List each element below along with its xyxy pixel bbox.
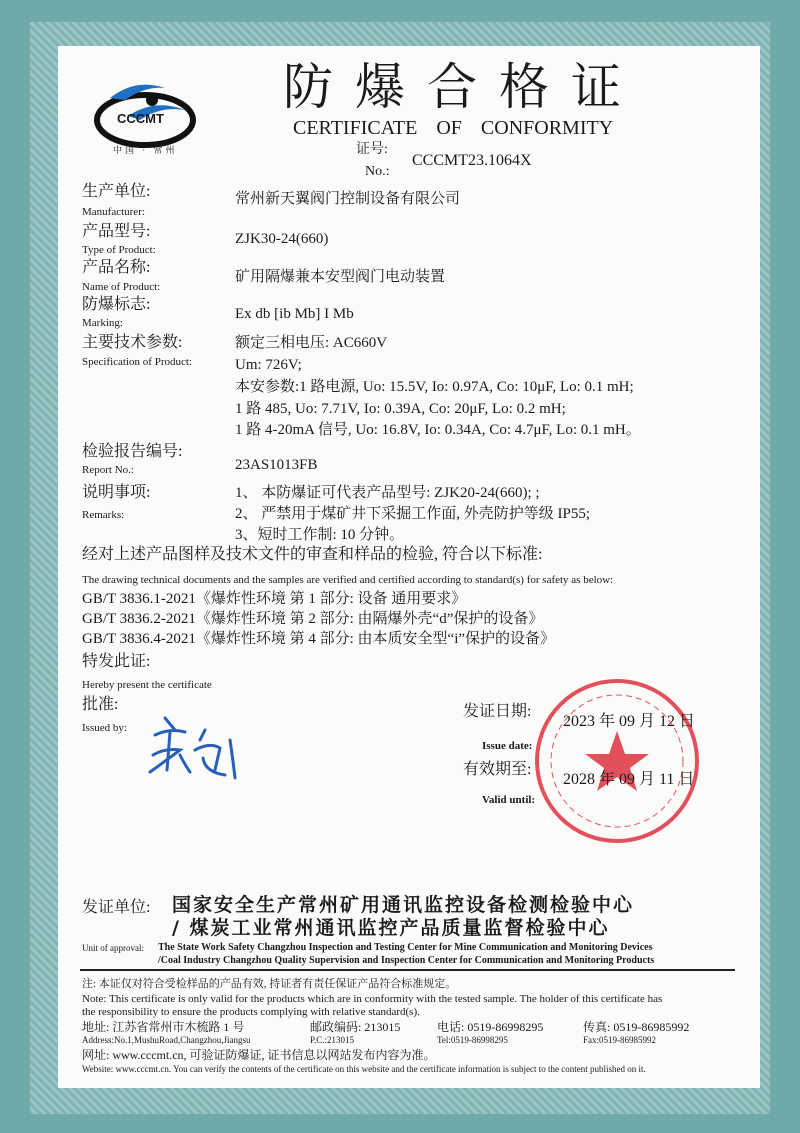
spec-line: 1 路 4-20mA 信号, Uo: 16.8V, Io: 0.34A, Co: 4.7μF, Lo: 0.1 mH。 [235, 422, 641, 438]
fax-en: Fax:0519-86985992 [583, 1035, 656, 1045]
hereby-zh: 特发此证: [82, 653, 151, 670]
remark-line: 2、 严禁用于煤矿井下采掘工作面, 外壳防护等级 IP55; [235, 506, 591, 522]
valid-until-label-en: Valid until: [482, 794, 536, 806]
product-type-value: ZJK30-24(660) [235, 231, 329, 247]
remark-line: 3、短时工作制: 10 分钟。 [235, 527, 405, 543]
marking-label: 防爆标志: [82, 296, 151, 313]
spec-label-en: Specification of Product: [82, 356, 192, 368]
note-en-1: Note: This certificate is only valid for the products which are in conformity with the tested sample. The holder of this certificate has [82, 993, 663, 1005]
valid-until-value: 2028 年 09 月 11 日 [563, 771, 695, 788]
tel-en: Tel:0519-86998295 [437, 1035, 508, 1045]
note-zh: 注: 本证仅对符合受检样品的产品有效, 持证者有责任保证产品符合标准规定。 [82, 978, 457, 990]
spec-line: 1 路 485, Uo: 7.71V, Io: 0.39A, Co: 20μF, Lo: 0.2 mH; [235, 401, 566, 417]
spec-line: 本安参数:1 路电源, Uo: 15.5V, Io: 0.97A, Co: 10μF, Lo: 0.1 mH; [235, 379, 634, 395]
report-label-en: Report No.: [82, 464, 134, 476]
issuer-name-en-1: The State Work Safety Changzhou Inspection and Testing Center for Mine Communication and Monitoring Devices [158, 942, 653, 953]
report-value: 23AS1013FB [235, 457, 318, 473]
valid-until-label: 有效期至: [463, 761, 532, 778]
website-en: Website: www.cccmt.cn. You can verify the contents of the certificate on this website and the certificate information is subject to the content published on it. [82, 1064, 646, 1074]
manufacturer-label-en: Manufacturer: [82, 206, 145, 218]
issuer-label-en: Unit of approval: [82, 943, 144, 953]
number-label-zh: 证号: [356, 142, 388, 157]
product-type-label-en: Type of Product: [82, 244, 156, 256]
issuer-name-zh-1: 国家安全生产常州矿用通讯监控设备检测检验中心 [172, 894, 635, 916]
product-name-value: 矿用隔爆兼本安型阀门电动装置 [235, 269, 446, 285]
statement-zh: 经对上述产品图样及技术文件的审查和样品的检验, 符合以下标准: [82, 546, 543, 563]
issue-date-label-en: Issue date: [482, 740, 533, 752]
approve-en: Issued by: [82, 722, 127, 734]
certificate-number: CCCMT23.1064X [412, 152, 532, 169]
note-en-2: the responsibility to ensure the products complying with relative standard(s). [82, 1006, 420, 1018]
hereby-en: Hereby present the certificate [82, 679, 212, 691]
spec-line: 额定三相电压: AC660V [235, 335, 388, 351]
marking-label-en: Marking: [82, 317, 123, 329]
fax-zh: 传真: 0519-86985992 [583, 1020, 690, 1034]
issue-date-value: 2023 年 09 月 12 日 [563, 713, 696, 730]
address-en: Address:No.1,MushuRoad,Changzhou,Jiangsu [82, 1035, 251, 1045]
issuer-name-zh-2: / 煤炭工业常州通讯监控产品质量监督检验中心 [172, 917, 610, 939]
marking-value: Ex db [ib Mb] I Mb [235, 306, 354, 322]
product-name-label-en: Name of Product: [82, 281, 161, 293]
postcode-zh: 邮政编码: 213015 [310, 1020, 401, 1034]
report-label: 检验报告编号: [82, 443, 183, 460]
postcode-en: P.C.:213015 [310, 1035, 355, 1045]
remark-line: 1、 本防爆证可代表产品型号: ZJK20-24(660); ; [235, 485, 540, 501]
product-name-label: 产品名称: [82, 259, 151, 276]
standard-line: GB/T 3836.2-2021《爆炸性环境 第 2 部分: 由隔爆外壳“d”保护的设备》 [82, 611, 544, 627]
remarks-label: 说明事项: [82, 484, 151, 501]
divider [80, 969, 735, 971]
spec-line: Um: 726V; [235, 357, 302, 373]
standard-line: GB/T 3836.4-2021《爆炸性环境 第 4 部分: 由本质安全型“i”保护的设备》 [82, 631, 556, 647]
issuer-label: 发证单位: [82, 899, 151, 916]
logo-text: CCCMT [117, 111, 164, 126]
remarks-label-en: Remarks: [82, 509, 125, 521]
logo-location: 中国 · 常州 [113, 145, 178, 155]
issuer-name-en-2: /Coal Industry Changzhou Quality Supervision and Inspection Center for Communication and Monitoring Products [158, 955, 655, 966]
number-label-en: No.: [365, 164, 390, 179]
standard-line: GB/T 3836.1-2021《爆炸性环境 第 1 部分: 设备 通用要求》 [82, 591, 467, 607]
manufacturer-value: 常州新天翼阀门控制设备有限公司 [235, 191, 461, 207]
official-stamp [532, 676, 702, 846]
certificate-title: 防爆合格证 [283, 59, 643, 115]
issue-date-label: 发证日期: [463, 703, 532, 720]
spec-label: 主要技术参数: [82, 334, 183, 351]
manufacturer-label: 生产单位: [82, 183, 151, 200]
website-zh: 网址: www.cccmt.cn, 可验证防爆证, 证书信息以网站发布内容为准。 [82, 1048, 436, 1062]
approve-zh: 批准: [82, 696, 119, 713]
certificate-subtitle: CERTIFICATE OF CONFORMITY [293, 117, 614, 139]
product-type-label: 产品型号: [82, 223, 151, 240]
statement-en: The drawing technical documents and the samples are verified and certified according to standard(s) for safety as below: [82, 574, 614, 586]
address-zh: 地址: 江苏省常州市木梳路 1 号 [82, 1020, 245, 1034]
signature [145, 710, 240, 785]
tel-zh: 电话: 0519-86998295 [437, 1020, 544, 1034]
